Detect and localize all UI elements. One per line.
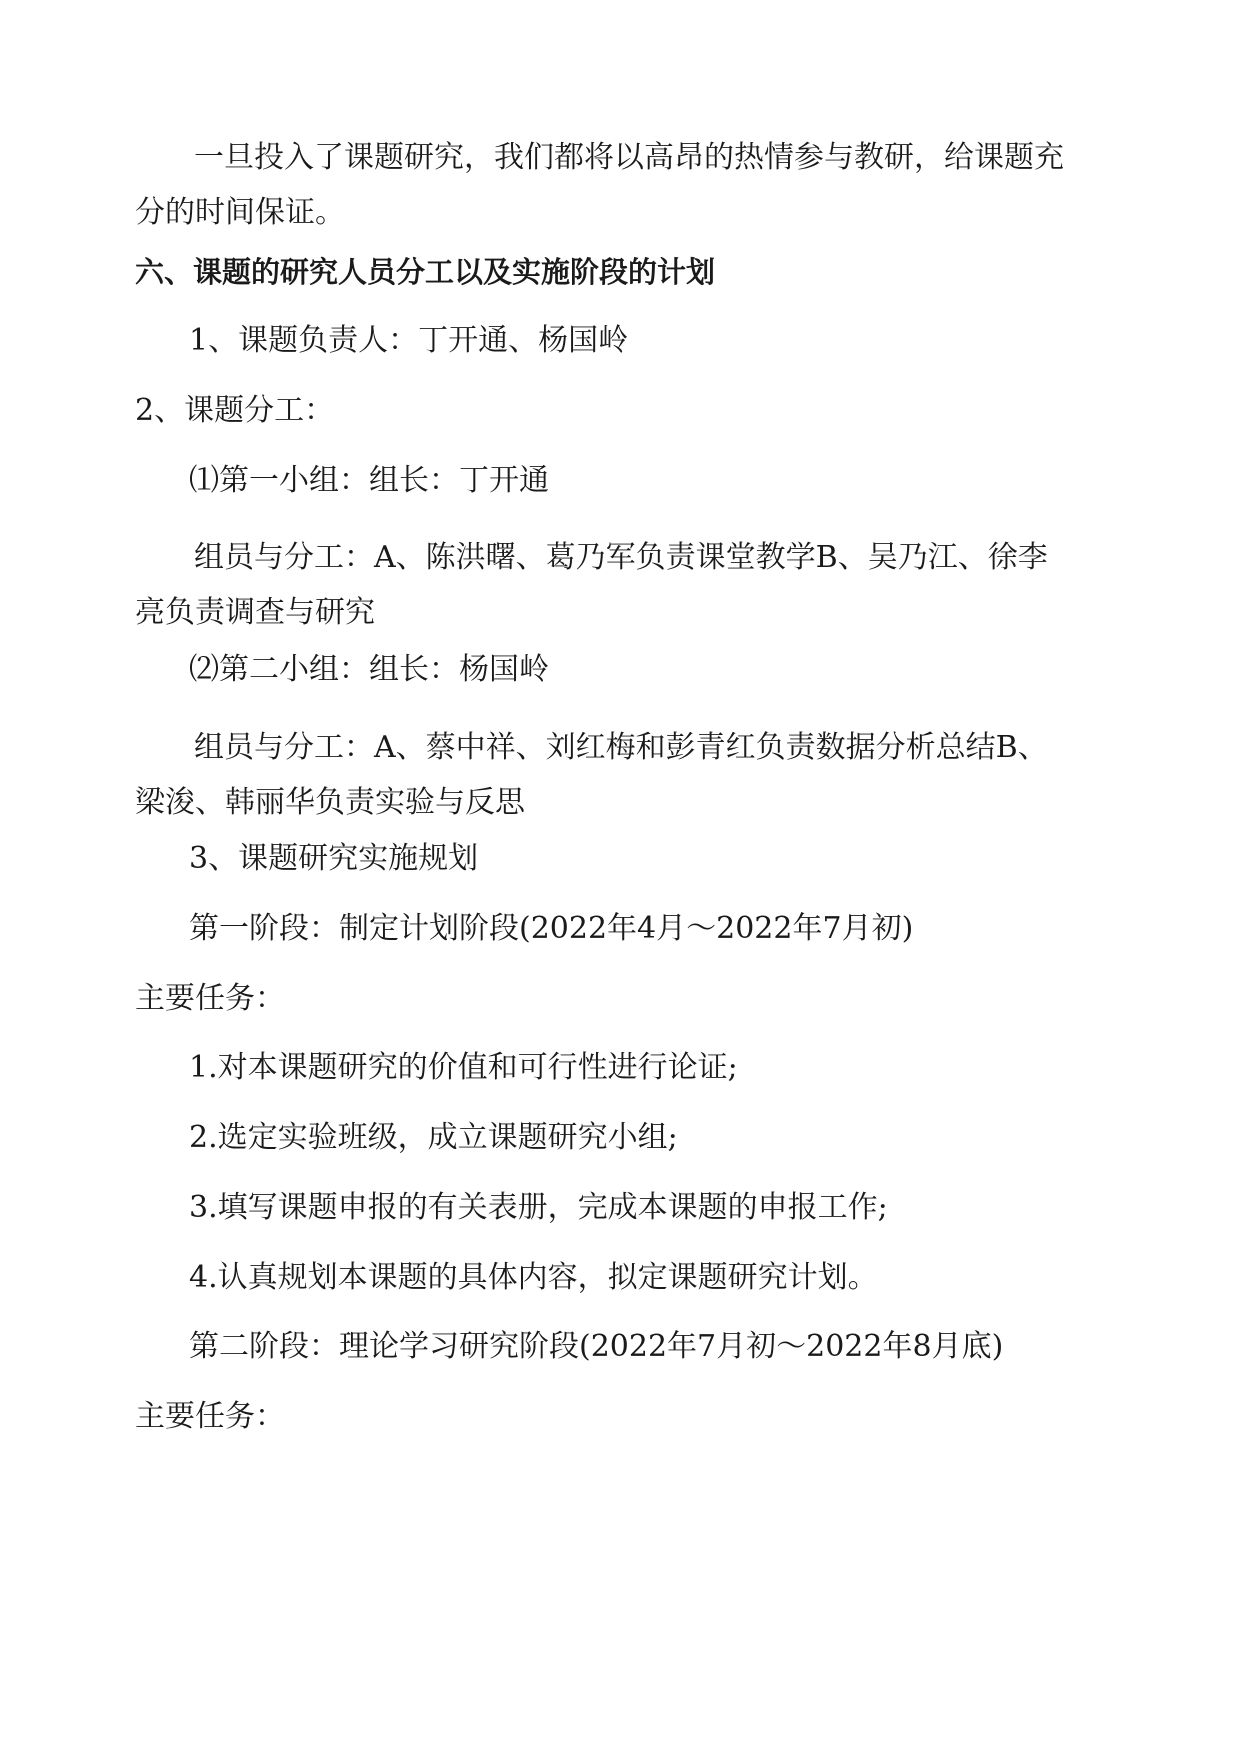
stage2-tasks-label: 主要任务：	[135, 1399, 285, 1434]
section-heading: 六、课题的研究人员分工以及实施阶段的计划	[135, 255, 716, 289]
intro-paragraph: 一旦投入了课题研究，我们都将以高昂的热情参与教研，给课题充分的时间保证。	[135, 140, 1064, 230]
plan-item: 3、课题研究实施规划	[189, 841, 479, 876]
stage1-task-4: 4.认真规划本课题的具体内容，拟定课题研究计划。	[189, 1260, 878, 1295]
stage1-task-1: 1.对本课题研究的价值和可行性进行论证;	[189, 1050, 738, 1085]
division-item: 2、课题分工：	[135, 393, 335, 428]
group2-title: ⑵第二小组：组长：杨国岭	[189, 652, 549, 687]
stage1-title: 第一阶段：制定计划阶段(2022年4月～2022年7月初)	[189, 911, 914, 946]
stage1-task-2: 2.选定实验班级，成立课题研究小组;	[189, 1120, 678, 1155]
stage2-title: 第二阶段：理论学习研究阶段(2022年7月初～2022年8月底)	[189, 1329, 1004, 1364]
stage1-tasks-label: 主要任务：	[135, 981, 285, 1016]
group1-members-paragraph: 组员与分工：A、陈洪曙、葛乃军负责课堂教学B、吴乃江、徐李亮负责调查与研究	[135, 540, 1048, 630]
leader-item: 1、课题负责人：丁开通、杨国岭	[189, 323, 629, 358]
group1-title: ⑴第一小组：组长：丁开通	[189, 463, 549, 498]
group2-members-paragraph: 组员与分工：A、蔡中祥、刘红梅和彭青红负责数据分析总结B、梁浚、韩丽华负责实验与反思	[135, 730, 1048, 820]
stage1-task-3: 3.填写课题申报的有关表册，完成本课题的申报工作;	[189, 1190, 888, 1225]
